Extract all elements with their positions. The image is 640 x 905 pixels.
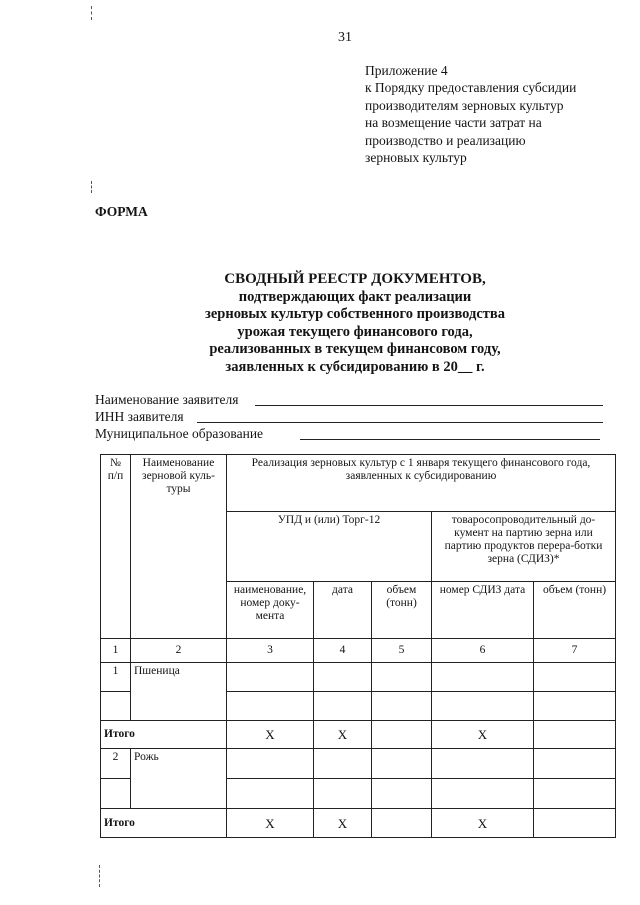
header-crop-name: Наименование зерновой куль-туры bbox=[131, 455, 227, 639]
data-cell[interactable] bbox=[227, 779, 314, 809]
page-number: 31 bbox=[338, 30, 352, 45]
row-number: 2 bbox=[101, 749, 131, 779]
data-cell[interactable] bbox=[534, 749, 616, 779]
appendix-line: Приложение 4 bbox=[365, 63, 448, 78]
title-line: урожая текущего финансового года, bbox=[237, 323, 473, 340]
data-cell[interactable] bbox=[372, 692, 432, 721]
total-label: Итого bbox=[101, 809, 227, 838]
row-number: 1 bbox=[101, 663, 131, 692]
fill-line bbox=[300, 439, 600, 440]
column-number: 7 bbox=[534, 639, 616, 663]
applicant-name-label: Наименование заявителя bbox=[95, 392, 239, 407]
header-document-name: наименование, номер доку-мента bbox=[227, 582, 314, 639]
column-number: 4 bbox=[314, 639, 372, 663]
total-label: Итого bbox=[101, 721, 227, 749]
header-sdiz-number: номер СДИЗ дата bbox=[432, 582, 534, 639]
header-upd-torg12: УПД и (или) Торг-12 bbox=[227, 512, 432, 582]
header-number: № п/п bbox=[101, 455, 131, 639]
header-sdiz-volume: объем (тонн) bbox=[534, 582, 616, 639]
x-mark: Х bbox=[227, 809, 314, 838]
appendix-line: на возмещение части затрат на bbox=[365, 115, 542, 131]
data-cell[interactable] bbox=[534, 779, 616, 809]
column-number: 2 bbox=[131, 639, 227, 663]
appendix-line: производство и реализацию bbox=[365, 132, 526, 148]
data-cell[interactable] bbox=[314, 663, 372, 692]
form-label: ФОРМА bbox=[95, 204, 148, 219]
data-cell[interactable] bbox=[534, 721, 616, 749]
data-cell[interactable] bbox=[314, 779, 372, 809]
data-cell[interactable] bbox=[314, 749, 372, 779]
x-mark: Х bbox=[314, 809, 372, 838]
municipality-field[interactable] bbox=[95, 426, 605, 443]
crop-name: Пшеница bbox=[131, 663, 227, 721]
data-cell[interactable] bbox=[101, 779, 131, 809]
title-line: подтверждающих факт реализации bbox=[238, 288, 472, 305]
x-mark: Х bbox=[432, 721, 534, 749]
column-number: 3 bbox=[227, 639, 314, 663]
fill-line bbox=[197, 422, 603, 423]
data-cell[interactable] bbox=[372, 749, 432, 779]
data-cell[interactable] bbox=[101, 692, 131, 721]
header-date: дата bbox=[314, 582, 372, 639]
crop-name: Рожь bbox=[131, 749, 227, 809]
data-cell[interactable] bbox=[432, 692, 534, 721]
title-line: реализованных в текущем финансовом году, bbox=[209, 341, 501, 358]
applicant-name-field[interactable] bbox=[95, 392, 605, 409]
column-number: 1 bbox=[101, 639, 131, 663]
data-cell[interactable] bbox=[227, 663, 314, 692]
data-cell[interactable] bbox=[314, 692, 372, 721]
fill-line bbox=[255, 405, 603, 406]
data-cell[interactable] bbox=[372, 779, 432, 809]
data-cell[interactable] bbox=[534, 692, 616, 721]
header-volume: объем (тонн) bbox=[372, 582, 432, 639]
x-mark: Х bbox=[314, 721, 372, 749]
appendix-line: к Порядку предоставления субсидии bbox=[365, 80, 577, 96]
data-cell[interactable] bbox=[372, 809, 432, 838]
applicant-inn-label: ИНН заявителя bbox=[95, 409, 184, 424]
scan-mark bbox=[91, 181, 93, 193]
appendix-line: зерновых культур bbox=[365, 150, 467, 166]
applicant-inn-field[interactable] bbox=[95, 409, 605, 426]
x-mark: Х bbox=[432, 809, 534, 838]
x-mark: Х bbox=[227, 721, 314, 749]
document-title bbox=[120, 271, 590, 377]
data-cell[interactable] bbox=[432, 779, 534, 809]
header-sdiz: товаросопроводительный до-кумент на партию зерна или партию продуктов перера-ботки зерна (СДИЗ)* bbox=[432, 512, 616, 582]
title-line: СВОДНЫЙ РЕЕСТР ДОКУМЕНТОВ, bbox=[224, 271, 486, 287]
data-cell[interactable] bbox=[432, 663, 534, 692]
data-cell[interactable] bbox=[372, 663, 432, 692]
column-number: 5 bbox=[372, 639, 432, 663]
appendix-block bbox=[365, 62, 630, 166]
data-cell[interactable] bbox=[227, 749, 314, 779]
title-line: зерновых культур собственного производства bbox=[205, 306, 505, 323]
registry-table bbox=[100, 454, 616, 838]
data-cell[interactable] bbox=[372, 721, 432, 749]
column-number: 6 bbox=[432, 639, 534, 663]
header-realization: Реализация зерновых культур с 1 января текущего финансового года, заявленных к субсидированию bbox=[227, 455, 616, 512]
appendix-line: производителям зерновых культур bbox=[365, 97, 564, 113]
data-cell[interactable] bbox=[432, 749, 534, 779]
scan-mark bbox=[91, 6, 93, 20]
municipality-label: Муниципальное образование bbox=[95, 426, 264, 441]
data-cell[interactable] bbox=[534, 663, 616, 692]
data-cell[interactable] bbox=[534, 809, 616, 838]
data-cell[interactable] bbox=[227, 692, 314, 721]
scan-mark bbox=[99, 865, 101, 887]
title-line: заявленных к субсидированию в 20__ г. bbox=[225, 358, 485, 375]
